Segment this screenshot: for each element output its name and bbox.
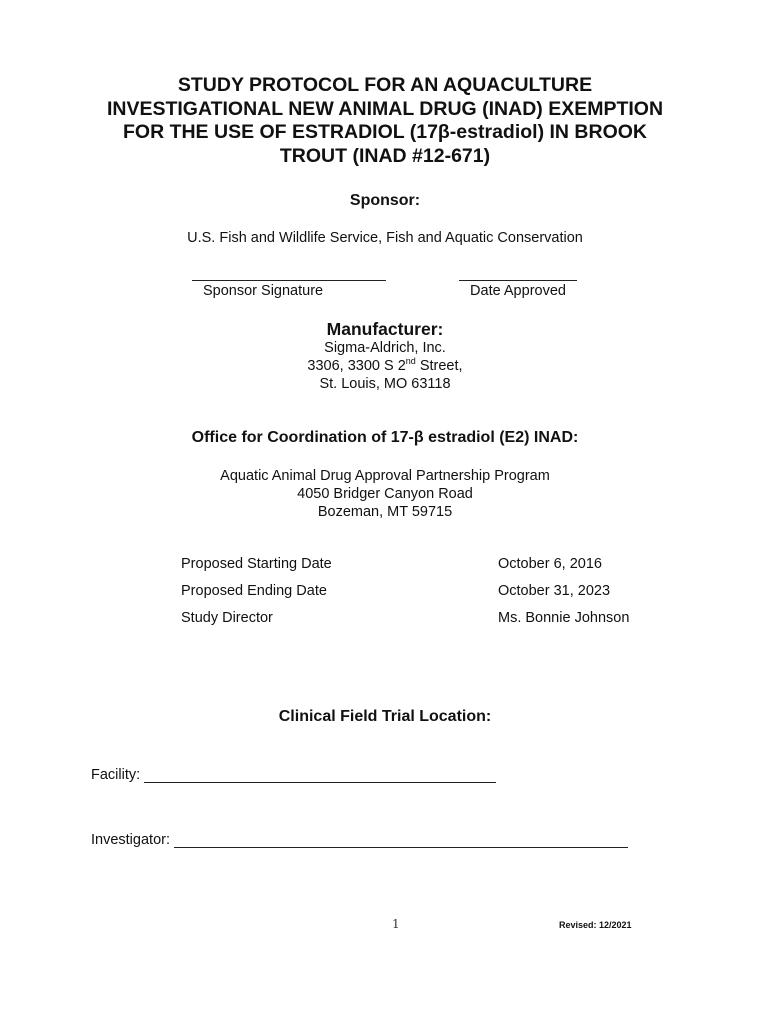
sponsor-heading: Sponsor: bbox=[349, 192, 421, 209]
office-city: Bozeman, MT 59715 bbox=[317, 504, 453, 520]
investigator-label: Investigator: bbox=[91, 832, 170, 848]
manufacturer-address-post: Street, bbox=[415, 358, 463, 374]
manufacturer-address-sup: nd bbox=[405, 356, 416, 367]
manufacturer-name: Sigma-Aldrich, Inc. bbox=[324, 340, 446, 356]
trial-heading: Clinical Field Trial Location: bbox=[278, 708, 492, 725]
manufacturer-address-pre: 3306, 3300 S 2 bbox=[307, 358, 406, 374]
study-info-label-start: Proposed Starting Date bbox=[181, 556, 332, 572]
manufacturer-heading: Manufacturer: bbox=[326, 319, 444, 339]
sponsor-signature-line bbox=[192, 280, 386, 281]
office-program: Aquatic Animal Drug Approval Partnership Program bbox=[220, 468, 550, 484]
page-number: 1 bbox=[392, 917, 400, 931]
sponsor-signature-label: Sponsor Signature bbox=[203, 283, 324, 299]
document-title bbox=[0, 74, 770, 168]
manufacturer-city: St. Louis, MO 63118 bbox=[319, 376, 451, 392]
date-approved-line bbox=[459, 280, 577, 281]
study-info-label-end: Proposed Ending Date bbox=[181, 583, 327, 599]
facility-blank-line[interactable] bbox=[144, 768, 496, 783]
study-info-value-director: Ms. Bonnie Johnson bbox=[498, 610, 630, 626]
office-street: 4050 Bridger Canyon Road bbox=[297, 486, 473, 502]
date-approved-label: Date Approved bbox=[470, 283, 566, 299]
revised-date: Revised: 12/2021 bbox=[559, 920, 632, 930]
title-line-1: STUDY PROTOCOL FOR AN AQUACULTURE bbox=[177, 74, 593, 96]
facility-field[interactable] bbox=[91, 767, 496, 783]
sponsor-name: U.S. Fish and Wildlife Service, Fish and Aquatic Conservation bbox=[187, 230, 583, 246]
study-info-value-end: October 31, 2023 bbox=[498, 583, 611, 599]
facility-label: Facility: bbox=[91, 767, 141, 783]
title-line-3: FOR THE USE OF ESTRADIOL (17β-estradiol) IN BROOK bbox=[122, 121, 647, 143]
study-info-value-start: October 6, 2016 bbox=[498, 556, 602, 572]
office-heading: Office for Coordination of 17-β estradiol (E2) INAD: bbox=[191, 429, 579, 446]
title-line-2: INVESTIGATIONAL NEW ANIMAL DRUG (INAD) EXEMPTION bbox=[106, 97, 664, 120]
title-line-4: TROUT (INAD #12-671) bbox=[279, 144, 491, 167]
investigator-blank-line[interactable] bbox=[174, 833, 628, 848]
study-info-label-director: Study Director bbox=[181, 610, 273, 626]
investigator-field[interactable] bbox=[91, 832, 628, 848]
manufacturer-address bbox=[0, 357, 770, 375]
